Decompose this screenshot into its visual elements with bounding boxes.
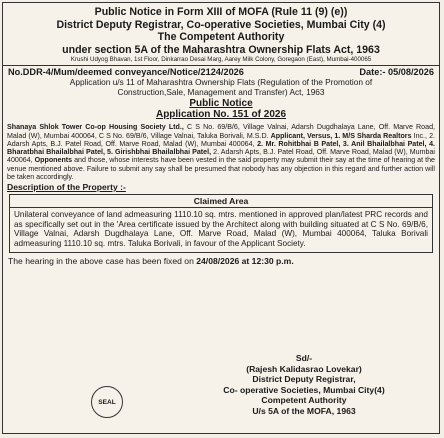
hearing-line — [3, 253, 439, 267]
claimed-area-text: Unilateral conveyance of land admeasuring 1110.10 sq. mtrs. mentioned in approved plan/latest PRC records and as specifically set out in the 'Area certificate issued by the Architect along with building situated at C S No. 69/B/6, Village Valnai, Adarsh Dugdhalaya Lane, Off. Marve Road, Malad (W), Mumbai 400064, Taluka Borivali admeasuring 1110.10 sq. mtrs. Taluka Borivali, in favour of the Applicant Society. — [14, 210, 428, 248]
public-notice — [2, 2, 440, 434]
claimed-area-box — [9, 194, 433, 252]
header-line-3: The Competent Authority — [157, 31, 285, 44]
signature-sd: Sd/- — [295, 353, 313, 363]
applicant-label: Applicant, Versus, 1. M/S Sharda Realtors — [270, 131, 412, 140]
application-number: Application No. 151 of 2026 — [155, 108, 287, 120]
society-name: Shanaya Shlok Tower Co-op Housing Society Ltd., — [7, 123, 184, 132]
property-description-heading: Description of the Property :- — [7, 182, 126, 193]
body-text-4: and those, whose interests have been vested in the said property may submit their say at the time of hearing at the venue mentioned above. Failure to submit any say shall be presumed that nobody has any objection in this regard and further action will be taken accordingly. — [7, 156, 435, 181]
signatory-title-3: Competent Authority — [261, 395, 347, 406]
notice-date: Date:- 05/08/2026 — [359, 67, 434, 78]
signatory-title-2: Co- operative Societies, Mumbai City(4) — [223, 384, 385, 395]
public-notice-title: Public Notice — [189, 97, 253, 109]
application-act-line-2: Construction,Sale, Management and Transfer) Act, 1963 — [117, 86, 325, 97]
header-line-2: District Deputy Registrar, Co-operative Societies, Mumbai City (4) — [56, 18, 386, 31]
body-text-2: Inc., 2. Adarsh Apts, B.J. Patel Road, Off. Marve Road, Malad (W), Mumbai 400064, — [7, 131, 435, 148]
signatory-title-4: U/s 5A of the MOFA, 1963 — [252, 405, 356, 416]
claimed-area-title: Claimed Area — [10, 195, 432, 208]
signature-block — [179, 353, 429, 417]
signatory-title-1: District Deputy Registrar, — [252, 374, 356, 385]
opponents-label: Opponents — [34, 156, 73, 165]
notice-header — [3, 3, 439, 56]
application-act-line-1: Application u/s 11 of Maharashtra Ownership Flats (Regulation of the Promotion of — [69, 77, 373, 88]
seal-label: SEAL — [98, 398, 116, 406]
reference-number: No.DDR-4/Mum/deemed conveyance/Notice/2124/2026 — [8, 67, 244, 78]
hearing-prefix: The hearing in the above case has been fixed on — [8, 255, 197, 266]
header-line-4: under section 5A of the Maharashtra Ownership Flats Act, 1963 — [62, 43, 380, 56]
hearing-datetime: 24/08/2026 at 12:30 p.m. — [196, 255, 294, 266]
office-address: Krushi Udyog Bhavan, 1st Floor, Dinkarrao Desai Marg, Aarey Milk Colony, Goregaon (East), Mumbai-400065 — [70, 56, 372, 64]
signatory-name: (Rajesh Kalidasrao Lovekar) — [246, 363, 362, 374]
header-line-1: Public Notice in Form XIII of MOFA (Rule 11 (9) (e)) — [94, 6, 348, 18]
opponents-names: 2. Mr. Rohitbhai B Patel, 3. Anil Bhailalbhai Patel, 4. Bharatbhai Bhailalbhai Patel, 5. Girishbhai Bhailalbhai Patel, — [7, 139, 435, 157]
seal-stamp — [91, 386, 123, 418]
body-text-3: 2. Adarsh Apts, B.J. Patel Road, Off. Marve Road, Malad (W), Mumbai 400064, — [7, 148, 435, 165]
notice-body — [3, 120, 439, 181]
body-text-1: C S No. 69/B/6, Village Valnai, Adarsh Dugdhalaya Lane, Off. Marve Road, Malad (W), Mumbai 400064, C S No. 69/B/6, Village Valnai, Taluka Borivali, M.S.D. — [7, 123, 435, 140]
